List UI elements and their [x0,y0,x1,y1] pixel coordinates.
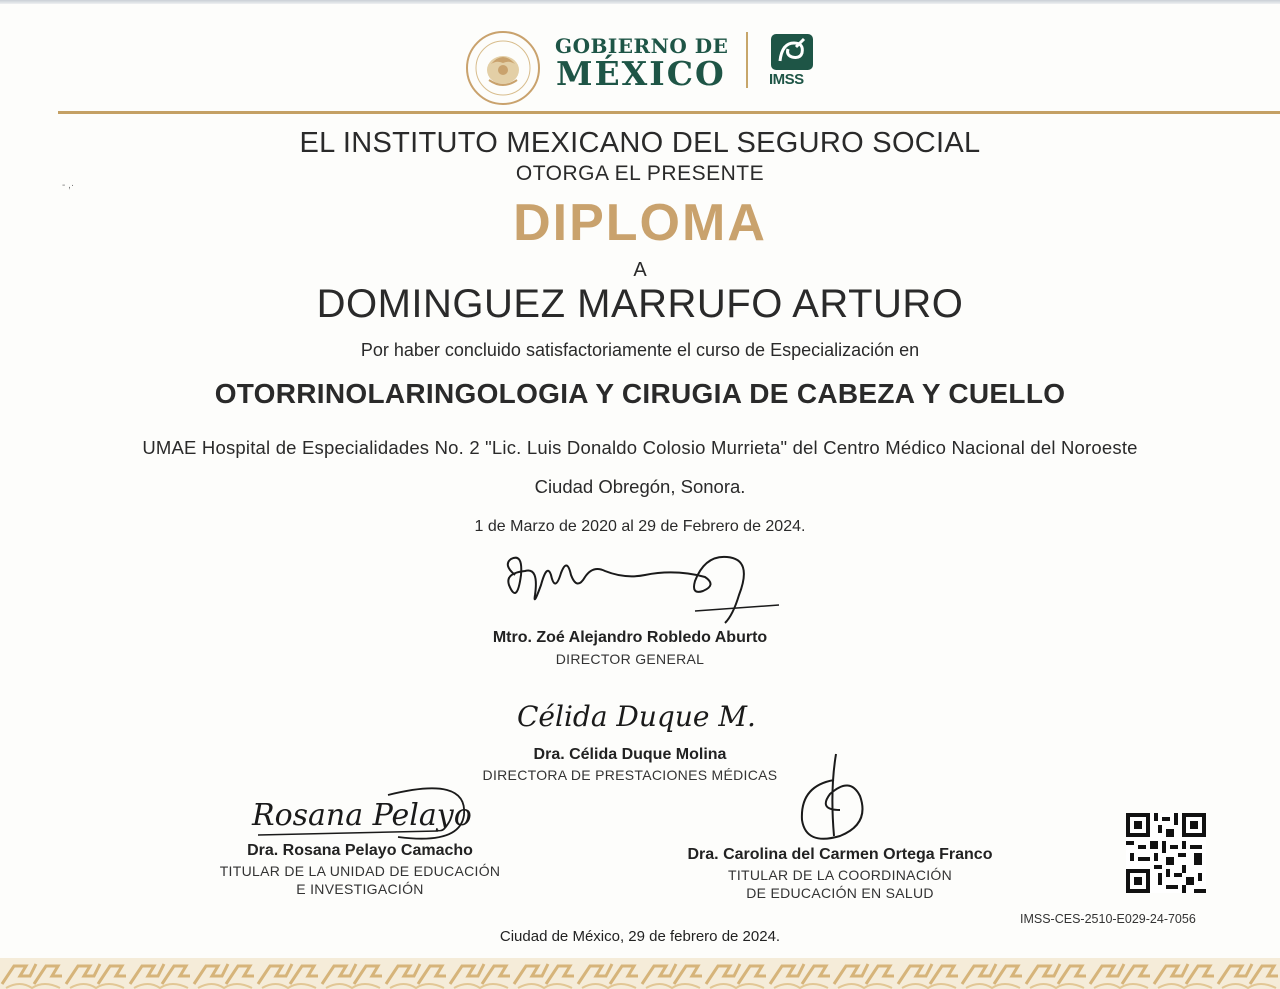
coordinacion-title-line1: TITULAR DE LA COORDINACIÓN [727,867,953,883]
imss-logo-icon [770,33,814,71]
directora-prestaciones-signature-text: Célida Duque M. [517,700,756,733]
city-line: Ciudad Obregón, Sonora. [534,476,746,497]
gold-divider [58,111,1280,114]
directora-prestaciones-signature-icon [515,690,756,740]
coordinacion-signature-icon [790,750,880,850]
scan-marks: - ,· [62,180,75,191]
hospital-name: UMAE Hospital de Especialidades No. 2 "Lic. Luis Donaldo Colosio Murrieta" del Centro Médico Nacional del Noroeste [142,437,1138,458]
government-line-1: GOBIERNO DE [555,34,729,58]
titular-educacion-title-line2: E INVESTIGACIÓN [296,881,424,897]
coordinacion-title-line2: DE EDUCACIÓN EN SALUD [746,885,934,901]
coordinacion-name: Dra. Carolina del Carmen Ortega Franco [687,846,993,863]
coat-of-arms-seal-icon [465,30,541,106]
document-code: IMSS-CES-2510-E029-24-7056 [1020,912,1196,926]
imss-label: IMSS [769,71,804,88]
government-line-2: MÉXICO [556,54,726,93]
directora-prestaciones-title: DIRECTORA DE PRESTACIONES MÉDICAS [482,767,778,783]
diploma-title: DIPLOMA [513,194,767,252]
recipient-name: DOMINGUEZ MARRUFO ARTURO [316,282,964,326]
director-general-name: Mtro. Zoé Alejandro Robledo Aburto [492,629,768,646]
titular-educacion-title-line1: TITULAR DE LA UNIDAD DE EDUCACIÓN [219,863,501,879]
course-name: OTORRINOLARINGOLOGIA Y CIRUGIA DE CABEZA Y CUELLO [214,378,1066,409]
to-line: A [633,259,647,281]
place-date: Ciudad de México, 29 de febrero de 2024. [499,928,781,945]
dates-line: 1 de Marzo de 2020 al 29 de Febrero de 2024. [474,518,806,535]
header-divider [746,32,748,88]
reason-line: Por haber concluido satisfactoriamente el curso de Especialización en [360,340,920,360]
director-general-title: DIRECTOR GENERAL [555,651,705,667]
header [0,20,1280,108]
decorative-bottom-border [0,958,1280,989]
grants-line: OTORGA EL PRESENTE [515,162,765,185]
directora-prestaciones-name: Dra. Célida Duque Molina [533,746,727,763]
director-general-signature-icon [495,545,785,625]
titular-educacion-name: Dra. Rosana Pelayo Camacho [247,842,473,859]
qr-code-icon [1126,813,1206,893]
titular-educacion-signature-text: Rosana Pelayo [252,798,472,833]
institution-title: EL INSTITUTO MEXICANO DEL SEGURO SOCIAL [299,127,981,159]
top-edge [0,0,1280,4]
